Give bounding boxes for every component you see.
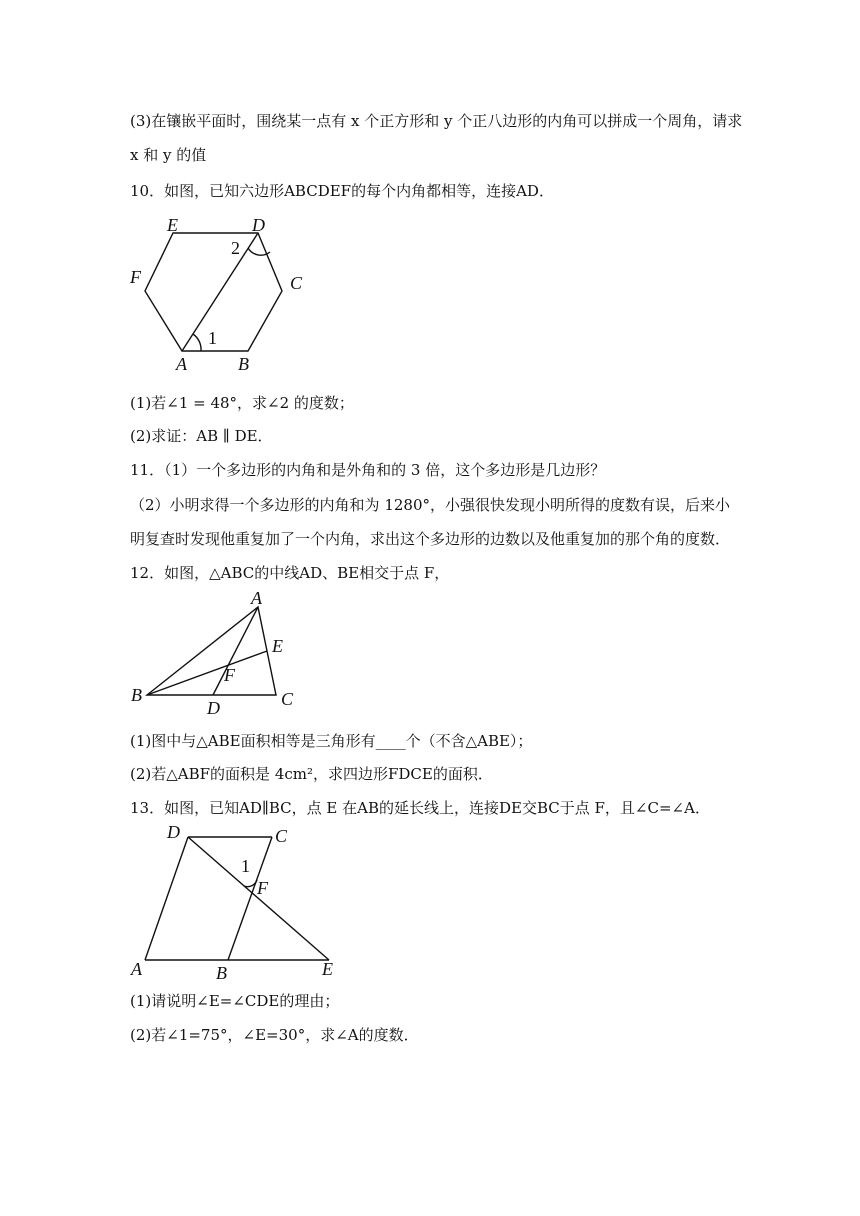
q10-part1: (1)若∠1 = 48°，求∠2 的度数； [130, 394, 354, 412]
q13-part1: (1)请说明∠E=∠CDE的理由； [130, 992, 340, 1010]
triangle-abc [147, 607, 276, 695]
label-angle-1: 1 [208, 328, 217, 348]
label-f: F [130, 267, 141, 287]
hexagon-figure [125, 212, 315, 377]
q10-part2: (2)求证：AB ∥ DE． [130, 427, 273, 445]
q13-part2: (2)若∠1=75°，∠E=30°，求∠A的度数． [130, 1026, 419, 1044]
label-e: E [272, 636, 283, 656]
label-b: B [216, 963, 227, 983]
label-angle-2: 2 [231, 238, 240, 258]
q10-stem: 10．如图，已知六边形ABCDEF的每个内角都相等，连接AD． [130, 182, 554, 200]
q12-part2: (2)若△ABF的面积是 4cm²，求四边形FDCE的面积． [130, 765, 493, 783]
segment-bc [228, 837, 272, 960]
angle-2-arc [248, 248, 270, 255]
q11-part2-line1: （2）小明求得一个多边形的内角和为 1280°，小强很快发现小明所得的度数有误，后来小 [130, 496, 730, 514]
q11-part1: 11．（1）一个多边形的内角和是外角和的 3 倍，这个多边形是几边形？ [130, 461, 606, 479]
q11-part2-line2: 明复查时发现他重复加了一个内角，求出这个多边形的边数以及他重复加的那个角的度数． [130, 530, 731, 548]
label-c: C [275, 826, 288, 846]
label-e: E [167, 215, 178, 235]
segment-ad [145, 837, 188, 960]
label-d: D [167, 822, 180, 842]
median-ad [213, 607, 258, 695]
triangle-figure [125, 590, 305, 720]
label-a: A [131, 959, 142, 979]
label-c: C [281, 689, 294, 709]
median-be [147, 651, 267, 695]
q9-part3-line1: (3)在镶嵌平面时，围绕某一点有 x 个正方形和 y 个正八边形的内角可以拼成一个周角，请求 [130, 112, 743, 130]
trapezoid-figure [125, 822, 345, 987]
label-c: C [290, 273, 303, 293]
label-f: F [224, 665, 235, 685]
diagonal-ad [182, 233, 258, 351]
q13-stem: 13．如图，已知AD∥BC，点 E 在AB的延长线上，连接DE交BC于点 F，且∠C=∠A． [130, 799, 710, 817]
label-e: E [322, 959, 333, 979]
label-d: D [252, 215, 265, 235]
label-f: F [257, 878, 268, 898]
angle-1-arc [193, 334, 201, 351]
label-b: B [238, 354, 249, 374]
q12-part1: (1)图中与△ABE面积相等是三角形有____个（不含△ABE）； [130, 732, 533, 750]
q9-part3-line2: x 和 y 的值 [130, 146, 207, 164]
label-angle-1: 1 [241, 856, 250, 876]
q12-stem: 12．如图，△ABC的中线AD、BE相交于点 F， [130, 564, 450, 582]
label-a: A [251, 590, 262, 608]
segment-de [188, 837, 329, 960]
label-b: B [131, 685, 142, 705]
label-a: A [176, 354, 187, 374]
label-d: D [207, 698, 220, 718]
